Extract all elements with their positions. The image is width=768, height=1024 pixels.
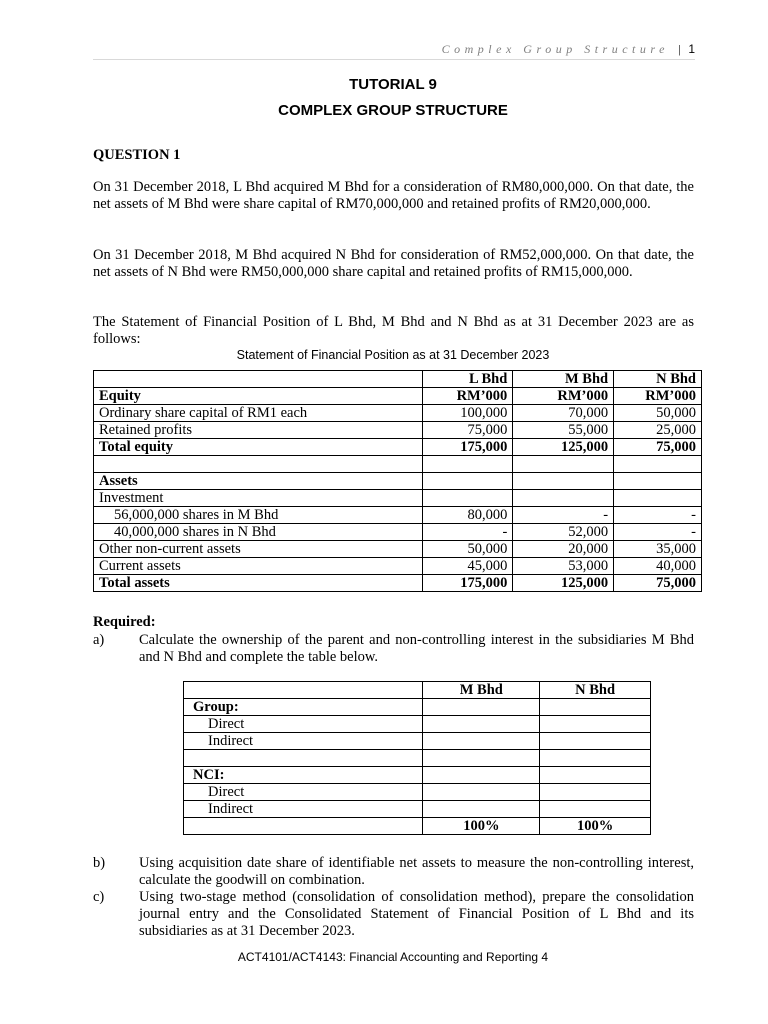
row-label: Total equity <box>94 439 423 456</box>
investment-heading: Investment <box>94 490 423 507</box>
group-heading: Group: <box>184 699 423 716</box>
units-cell: RM’000 <box>423 388 513 405</box>
total-cell: 100% <box>540 818 651 835</box>
col-header: L Bhd <box>423 371 513 388</box>
running-header <box>442 42 695 57</box>
table-row <box>94 473 702 490</box>
row-label: Retained profits <box>94 422 423 439</box>
col-header: M Bhd <box>513 371 614 388</box>
value-cell: 125,000 <box>513 575 614 592</box>
tutorial-title: TUTORIAL 9 <box>349 76 437 93</box>
table-row <box>184 784 651 801</box>
units-cell: RM’000 <box>614 388 702 405</box>
table-row <box>94 524 702 541</box>
ownership-table <box>183 681 651 835</box>
value-cell: 175,000 <box>423 439 513 456</box>
required-heading: Required: <box>93 614 156 630</box>
table-row <box>184 699 651 716</box>
question-paragraph-3: The Statement of Financial Position of L Bhd, M Bhd and N Bhd as at 31 December 2023 are as follows: <box>93 314 694 347</box>
row-label: Other non-current assets <box>94 541 423 558</box>
table-row <box>94 490 702 507</box>
page-footer: ACT4101/ACT4143: Financial Accounting and Reporting 4 <box>237 950 549 964</box>
value-cell: - <box>423 524 513 541</box>
item-c-label: c) <box>93 889 105 905</box>
value-cell: 100,000 <box>423 405 513 422</box>
item-a-text: Calculate the ownership of the parent and non-controlling interest in the subsidiaries M Bhd and N Bhd and complete the table below. <box>139 632 694 665</box>
table-row <box>184 801 651 818</box>
sofp-table <box>93 370 702 592</box>
value-cell: 75,000 <box>614 575 702 592</box>
value-cell: - <box>513 507 614 524</box>
sofp-caption: Statement of Financial Position as at 31 December 2023 <box>236 348 550 362</box>
nci-heading: NCI: <box>184 767 423 784</box>
header-separator: | <box>678 42 681 56</box>
table-row <box>184 818 651 835</box>
value-cell: 75,000 <box>614 439 702 456</box>
total-cell: 100% <box>423 818 540 835</box>
value-cell: 125,000 <box>513 439 614 456</box>
row-label: 40,000,000 shares in N Bhd <box>94 524 423 541</box>
row-label: Ordinary share capital of RM1 each <box>94 405 423 422</box>
row-label: Direct <box>184 784 423 801</box>
units-cell: RM’000 <box>513 388 614 405</box>
table-row <box>184 733 651 750</box>
row-label: Indirect <box>184 801 423 818</box>
tutorial-subtitle: COMPLEX GROUP STRUCTURE <box>278 102 508 119</box>
table-row <box>184 682 651 699</box>
row-label: Total assets <box>94 575 423 592</box>
row-label: Direct <box>184 716 423 733</box>
table-row <box>94 558 702 575</box>
table-row <box>184 750 651 767</box>
value-cell: 52,000 <box>513 524 614 541</box>
col-header: M Bhd <box>423 682 540 699</box>
value-cell: 20,000 <box>513 541 614 558</box>
item-c-text: Using two-stage method (consolidation of consolidation method), prepare the consolidation journal entry and the Consolidated Statement of Financial Position of L Bhd and its subsidiaries as at 31 December 2023. <box>139 889 694 939</box>
value-cell: - <box>614 524 702 541</box>
col-header: N Bhd <box>540 682 651 699</box>
item-a-label: a) <box>93 632 105 648</box>
value-cell: 50,000 <box>614 405 702 422</box>
assets-heading: Assets <box>94 473 423 490</box>
value-cell: 53,000 <box>513 558 614 575</box>
table-row <box>94 507 702 524</box>
value-cell: 175,000 <box>423 575 513 592</box>
value-cell: 75,000 <box>423 422 513 439</box>
col-header: N Bhd <box>614 371 702 388</box>
table-row <box>184 767 651 784</box>
table-row <box>94 388 702 405</box>
value-cell: 40,000 <box>614 558 702 575</box>
table-row <box>94 405 702 422</box>
header-rule <box>93 59 695 60</box>
table-row <box>94 456 702 473</box>
table-row <box>94 575 702 592</box>
value-cell: 50,000 <box>423 541 513 558</box>
header-title: Complex Group Structure <box>441 42 669 56</box>
equity-heading: Equity <box>94 388 423 405</box>
value-cell: 35,000 <box>614 541 702 558</box>
question-paragraph-1: On 31 December 2018, L Bhd acquired M Bhd for a consideration of RM80,000,000. On that date, the net assets of M Bhd were share capital of RM70,000,000 and retained profits of RM20,000,000. <box>93 179 694 212</box>
page-number: 1 <box>688 42 695 56</box>
question-heading: QUESTION 1 <box>93 147 181 163</box>
table-row <box>94 541 702 558</box>
value-cell: 80,000 <box>423 507 513 524</box>
table-row <box>94 439 702 456</box>
table-row <box>94 422 702 439</box>
row-label: 56,000,000 shares in M Bhd <box>94 507 423 524</box>
value-cell: 70,000 <box>513 405 614 422</box>
table-row <box>184 716 651 733</box>
item-b-label: b) <box>93 855 106 871</box>
row-label: Indirect <box>184 733 423 750</box>
value-cell: 25,000 <box>614 422 702 439</box>
row-label: Current assets <box>94 558 423 575</box>
value-cell: 45,000 <box>423 558 513 575</box>
item-b-text: Using acquisition date share of identifiable net assets to measure the non-controlling interest, calculate the goodwill on combination. <box>139 855 694 888</box>
table-row <box>94 371 702 388</box>
value-cell: 55,000 <box>513 422 614 439</box>
question-paragraph-2: On 31 December 2018, M Bhd acquired N Bhd for consideration of RM52,000,000. On that date, the net assets of N Bhd were RM50,000,000 share capital and retained profits of RM15,000,000. <box>93 247 694 280</box>
value-cell: - <box>614 507 702 524</box>
